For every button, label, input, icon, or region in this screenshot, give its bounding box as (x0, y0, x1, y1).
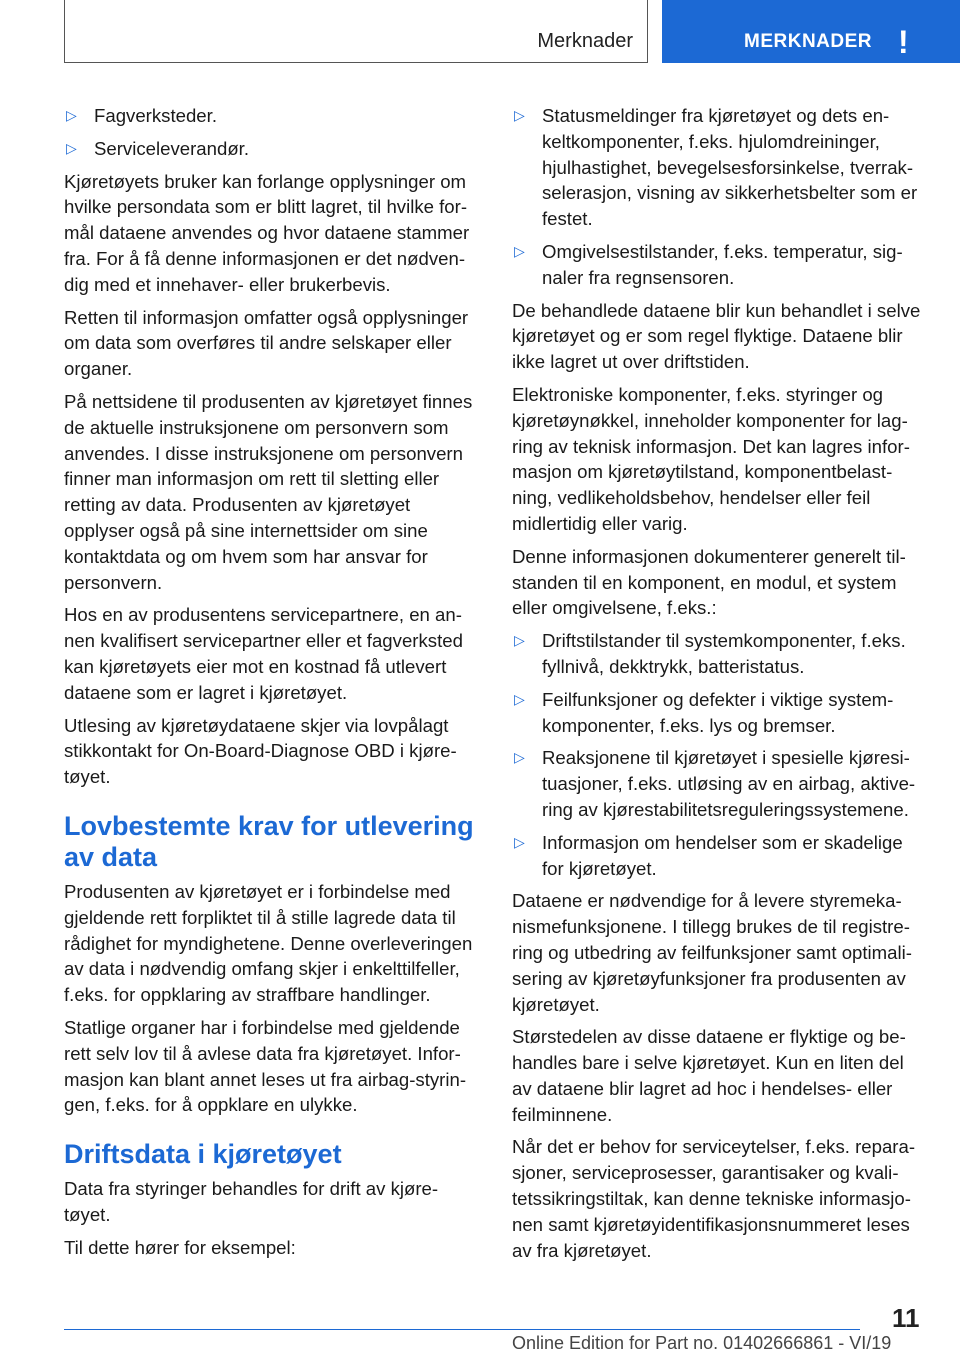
paragraph: Dataene er nødvendige for å levere styremekanismefunksjonene. I tillegg brukes de til registrering og utbedring av feilfunksjoner samt optimalisering av kjøretøyfunksjoner fra produsenten av kjøretøyet. (512, 890, 912, 1015)
paragraph: Retten til informasjon omfatter også opplysninger om data som overføres til andre selskaper eller organer. (64, 306, 469, 380)
triangle-bullet-icon: ▷ (514, 107, 525, 123)
triangle-bullet-icon: ▷ (514, 632, 525, 649)
paragraph: Statlige organer har i forbindelse med gjeldende rett selv lov til å avlese data fra kjøretøyet. Informasjon kan blant annet leses ut fra airbag-styringen, f.eks. for å oppklare en ulykke. (64, 1016, 467, 1116)
triangle-bullet-icon: ▷ (514, 749, 525, 766)
paragraph: Når det er behov for serviceytelser, f.eks. reparasjoner, serviceprosesser, garantisaker og kvalitetssikringstiltak, kan denne tekniske informasjonen samt kjøretøyidentifikasjonsnummeret leses av fra kjøretøyet. (512, 1136, 916, 1261)
paragraph: De behandlede dataene blir kun behandlet i selve kjøretøyet og er som regel flyktige. Dataene blir ikke lagret ut over driftstiden. (512, 299, 921, 373)
page-number: 11 (892, 1303, 920, 1333)
triangle-bullet-icon: ▷ (66, 139, 77, 156)
footer-edition: Online Edition for Part no. 01402666861 - VI/19 (512, 1333, 892, 1353)
paragraph: Denne informasjonen dokumenterer generelt tilstanden til en komponent, en modul, et system eller omgivelsene, f.eks.: (512, 545, 906, 619)
list-item: ▷ Fagverksteder. (64, 103, 476, 129)
paragraph: På nettsidene til produsenten av kjøretøyet finnes de aktuelle instruksjonene om personvern som anvendes. I disse instruksjonene om personvern finner man informasjon om rett til sletting eller retting av data. Produsenten av kjøretøyet opplyser også på sine internettsider om sine kontaktdata og om hvem som har ansvar for personvern. (64, 390, 473, 593)
exclamation-icon: ! (898, 24, 909, 60)
triangle-bullet-icon: ▷ (514, 833, 525, 850)
paragraph: Hos en av produsentens servicepartnere, en annen kvalifisert servicepartner eller et fagverksted kan kjøretøyets eier mot en kostnad få utlevert dataene som er lagret i kjøretøyet. (64, 604, 463, 703)
paragraph: Produsenten av kjøretøyet er i forbindelse med gjeldende rett forpliktet til å stille lagrede data til rådighet for myndighetene. Denne overleveringen av data i nødvendig omfang skjer i enkelttilfeller, f.eks. for oppklaring av straffbare handlinger. (64, 880, 473, 1006)
header-section-tab (662, 0, 960, 63)
list-item: ▷ Informasjon om hendelser som er skadelige for kjøretøyet. (514, 831, 903, 879)
footer-divider (64, 1329, 860, 1330)
paragraph: Størstedelen av disse dataene er flyktige og behandles bare i selve kjøretøyet. Kun en liten del av dataene blir lagret ad hoc i hendelses- eller feilminnene. (512, 1026, 906, 1125)
header-chapter-box (64, 0, 648, 63)
chapter-title: Merknader (537, 30, 633, 52)
list-item: ▷ Serviceleverandør. (64, 136, 476, 162)
list-item: ▷ Reaksjonene til kjøretøyet i spesielle kjøresituasjoner, f.eks. utløsing av en airbag, aktivering av kjørestabilitetsreguleringssystemene. (514, 747, 916, 820)
list-item: ▷ Driftstilstander til systemkomponenter, f.eks. fyllnivå, dekktrykk, batteristatus. (514, 630, 906, 677)
paragraph: Utlesing av kjøretøydataene skjer via lovpålagt stikkontakt for On-Board-Diagnose OBD i kjøretøyet. (64, 714, 457, 788)
list-item: ▷ Statusmeldinger fra kjøretøyet og dets enkeltkomponenter, f.eks. hjulomdreininger, hjulhastighet, bevegelsesforsinkelse, tverrakselerasjon, visning av sikkerhetsbelter som er festet. (514, 105, 918, 230)
section-heading: Lovbestemte krav for utlevering av data (64, 810, 474, 872)
list-item: ▷ Feilfunksjoner og defekter i viktige systemkomponenter, f.eks. lys og bremser. (514, 688, 894, 736)
triangle-bullet-icon: ▷ (514, 690, 525, 707)
paragraph: Til dette hører for eksempel: (64, 1236, 296, 1258)
paragraph: Elektroniske komponenter, f.eks. styringer og kjøretøynøkkel, inneholder komponenter for lagring av teknisk informasjon. Det kan lagres informasjon om kjøretøytilstand, komponentbelastning, vedlikeholdsbehov, hendelser eller feil midlertidig eller varig. (512, 383, 910, 534)
paragraph: Data fra styringer behandles for drift av kjøretøyet. (64, 1178, 439, 1225)
right-column (512, 103, 924, 1270)
paragraph: Kjøretøyets bruker kan forlange opplysninger om hvilke persondata som er blitt lagret, til hvilke formål dataene anvendes og hvor dataene stammer fra. For å få denne informasjonen er det nødvendig med et innehaver- eller brukerbevis. (64, 170, 470, 295)
triangle-bullet-icon: ▷ (66, 107, 77, 123)
section-heading: Driftsdata i kjøretøyet (64, 1139, 342, 1170)
section-title: MERKNADER (744, 31, 872, 52)
list-item: ▷ Omgivelsestilstander, f.eks. temperatur, signaler fra regnsensoren. (514, 240, 903, 288)
left-column (64, 103, 476, 1267)
triangle-bullet-icon: ▷ (514, 242, 525, 259)
